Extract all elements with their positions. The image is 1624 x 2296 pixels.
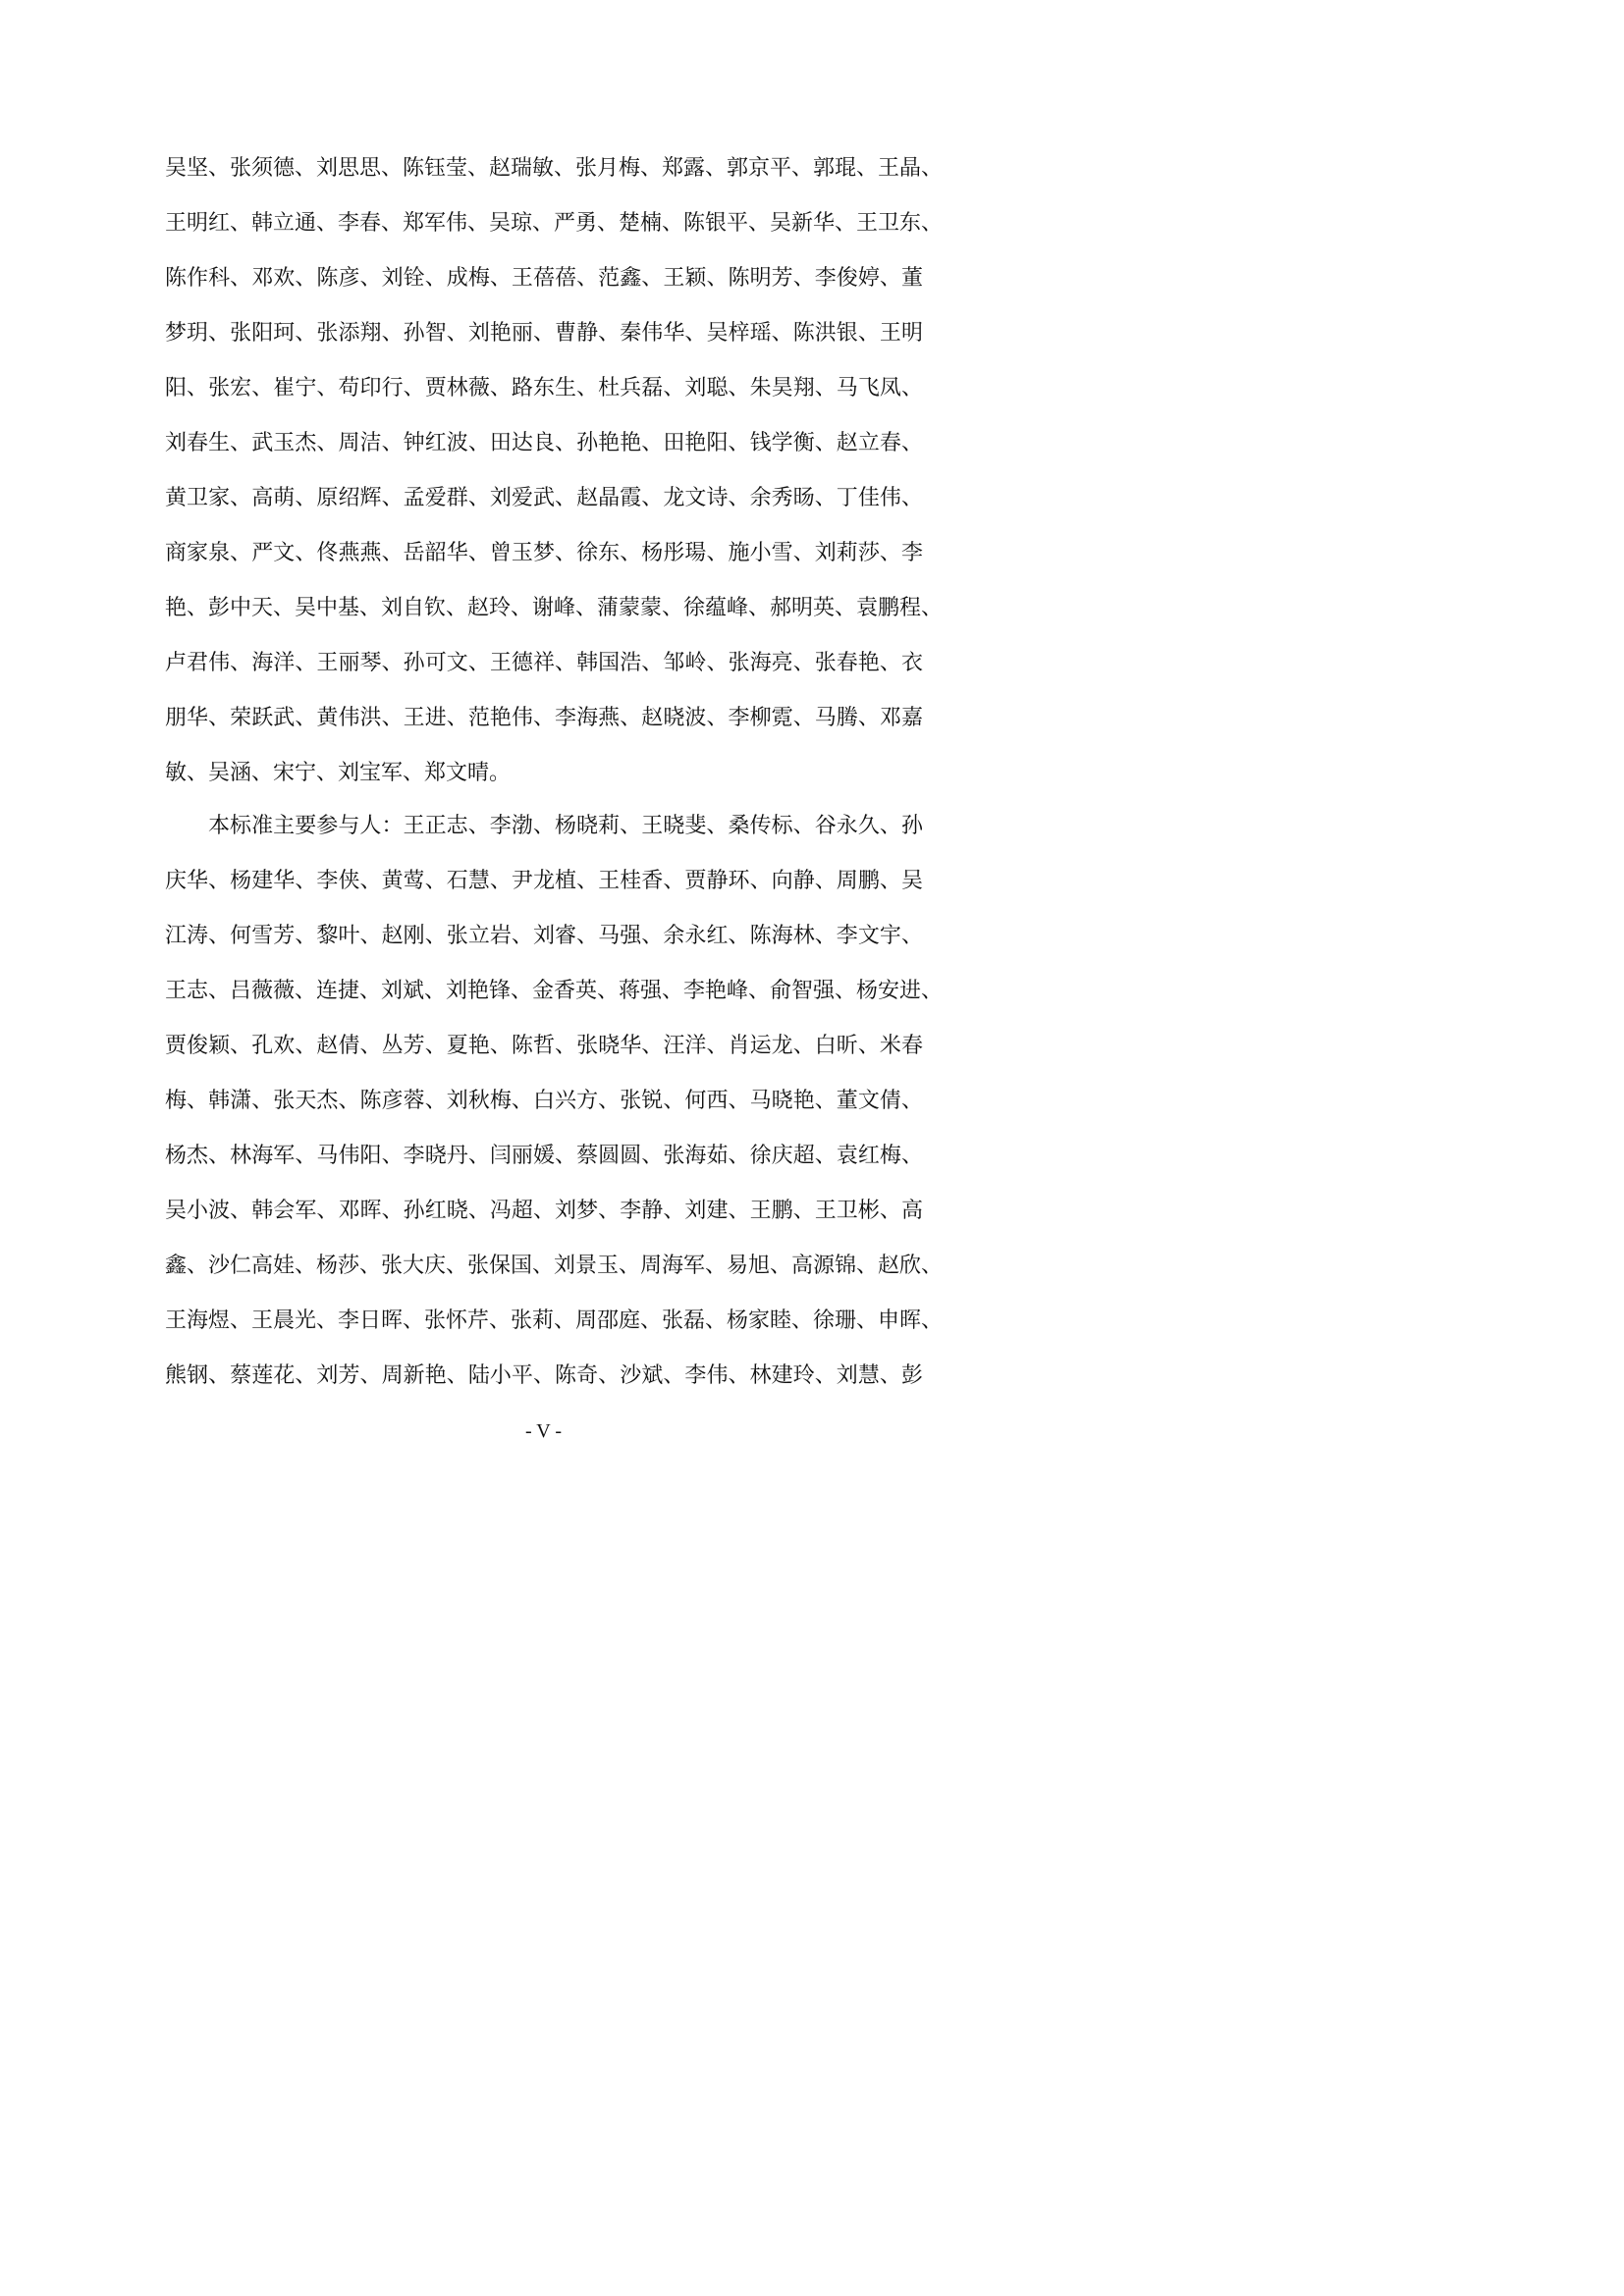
paragraph-1-line: 卢君伟、海洋、王丽琴、孙可文、王德祥、韩国浩、邹岭、张海亮、张春艳、衣 <box>165 651 923 675</box>
paragraph-1-line: 商家泉、严文、佟燕燕、岳韶华、曾玉梦、徐东、杨彤瑒、施小雪、刘莉莎、李 <box>165 541 923 565</box>
paragraph-2-line: 贾俊颖、孔欢、赵倩、丛芳、夏艳、陈哲、张晓华、汪洋、肖运龙、白昕、米春 <box>165 1034 923 1058</box>
paragraph-2-line: 王海煜、王晨光、李日晖、张怀芹、张莉、周邵庭、张磊、杨家睦、徐珊、申晖、 <box>165 1308 944 1333</box>
paragraph-1-line: 王明红、韩立通、李春、郑军伟、吴琼、严勇、楚楠、陈银平、吴新华、王卫东、 <box>165 211 944 236</box>
paragraph-2-line: 梅、韩潇、张天杰、陈彦蓉、刘秋梅、白兴方、张锐、何西、马晓艳、董文倩、 <box>165 1089 923 1113</box>
paragraph-1-line: 敏、吴涵、宋宁、刘宝军、郑文晴。 <box>165 761 512 785</box>
paragraph-2-line: 杨杰、林海军、马伟阳、李晓丹、闫丽媛、蔡圆圆、张海茹、徐庆超、袁红梅、 <box>165 1144 923 1168</box>
paragraph-2-line: 江涛、何雪芳、黎叶、赵刚、张立岩、刘睿、马强、余永红、陈海林、李文宇、 <box>165 924 923 948</box>
paragraph-1-line: 吴坚、张须德、刘思思、陈钰莹、赵瑞敏、张月梅、郑露、郭京平、郭琨、王晶、 <box>165 156 944 181</box>
paragraph-1-line: 梦玥、张阳珂、张添翔、孙智、刘艳丽、曹静、秦伟华、吴梓瑶、陈洪银、王明 <box>165 321 923 346</box>
paragraph-2-line: 吴小波、韩会军、邓晖、孙红晓、冯超、刘梦、李静、刘建、王鹏、王卫彬、高 <box>165 1199 923 1223</box>
page-number: - V - <box>524 1420 563 1442</box>
paragraph-2-line: 王志、吕薇薇、连捷、刘斌、刘艳锋、金香英、蒋强、李艳峰、俞智强、杨安进、 <box>165 979 944 1003</box>
paragraph-2-line: 熊钢、蔡莲花、刘芳、周新艳、陆小平、陈奇、沙斌、李伟、林建玲、刘慧、彭 <box>165 1363 923 1388</box>
document-page <box>0 0 1087 1537</box>
paragraph-1-line: 黄卫家、高萌、原绍辉、孟爱群、刘爱武、赵晶霞、龙文诗、余秀旸、丁佳伟、 <box>165 486 923 510</box>
paragraph-1-line: 朋华、荣跃武、黄伟洪、王进、范艳伟、李海燕、赵晓波、李柳霓、马腾、邓嘉 <box>165 706 923 730</box>
paragraph-1-line: 阳、张宏、崔宁、苟印行、贾林薇、路东生、杜兵磊、刘聪、朱昊翔、马飞凤、 <box>165 376 923 400</box>
paragraph-1-line: 刘春生、武玉杰、周洁、钟红波、田达良、孙艳艳、田艳阳、钱学衡、赵立春、 <box>165 431 923 455</box>
paragraph-1-line: 陈作科、邓欢、陈彦、刘铨、成梅、王蓓蓓、范鑫、王颖、陈明芳、李俊婷、董 <box>165 266 923 291</box>
paragraph-1-line: 艳、彭中天、吴中基、刘自钦、赵玲、谢峰、蒲蒙蒙、徐蕴峰、郝明英、袁鹏程、 <box>165 596 944 620</box>
paragraph-2-line: 鑫、沙仁高娃、杨莎、张大庆、张保国、刘景玉、周海军、易旭、高源锦、赵欣、 <box>165 1254 944 1278</box>
paragraph-2-line: 庆华、杨建华、李侠、黄莺、石慧、尹龙植、王桂香、贾静环、向静、周鹏、吴 <box>165 869 923 893</box>
paragraph-2-line: 本标准主要参与人：王正志、李渤、杨晓莉、王晓斐、桑传标、谷永久、孙 <box>208 814 923 838</box>
